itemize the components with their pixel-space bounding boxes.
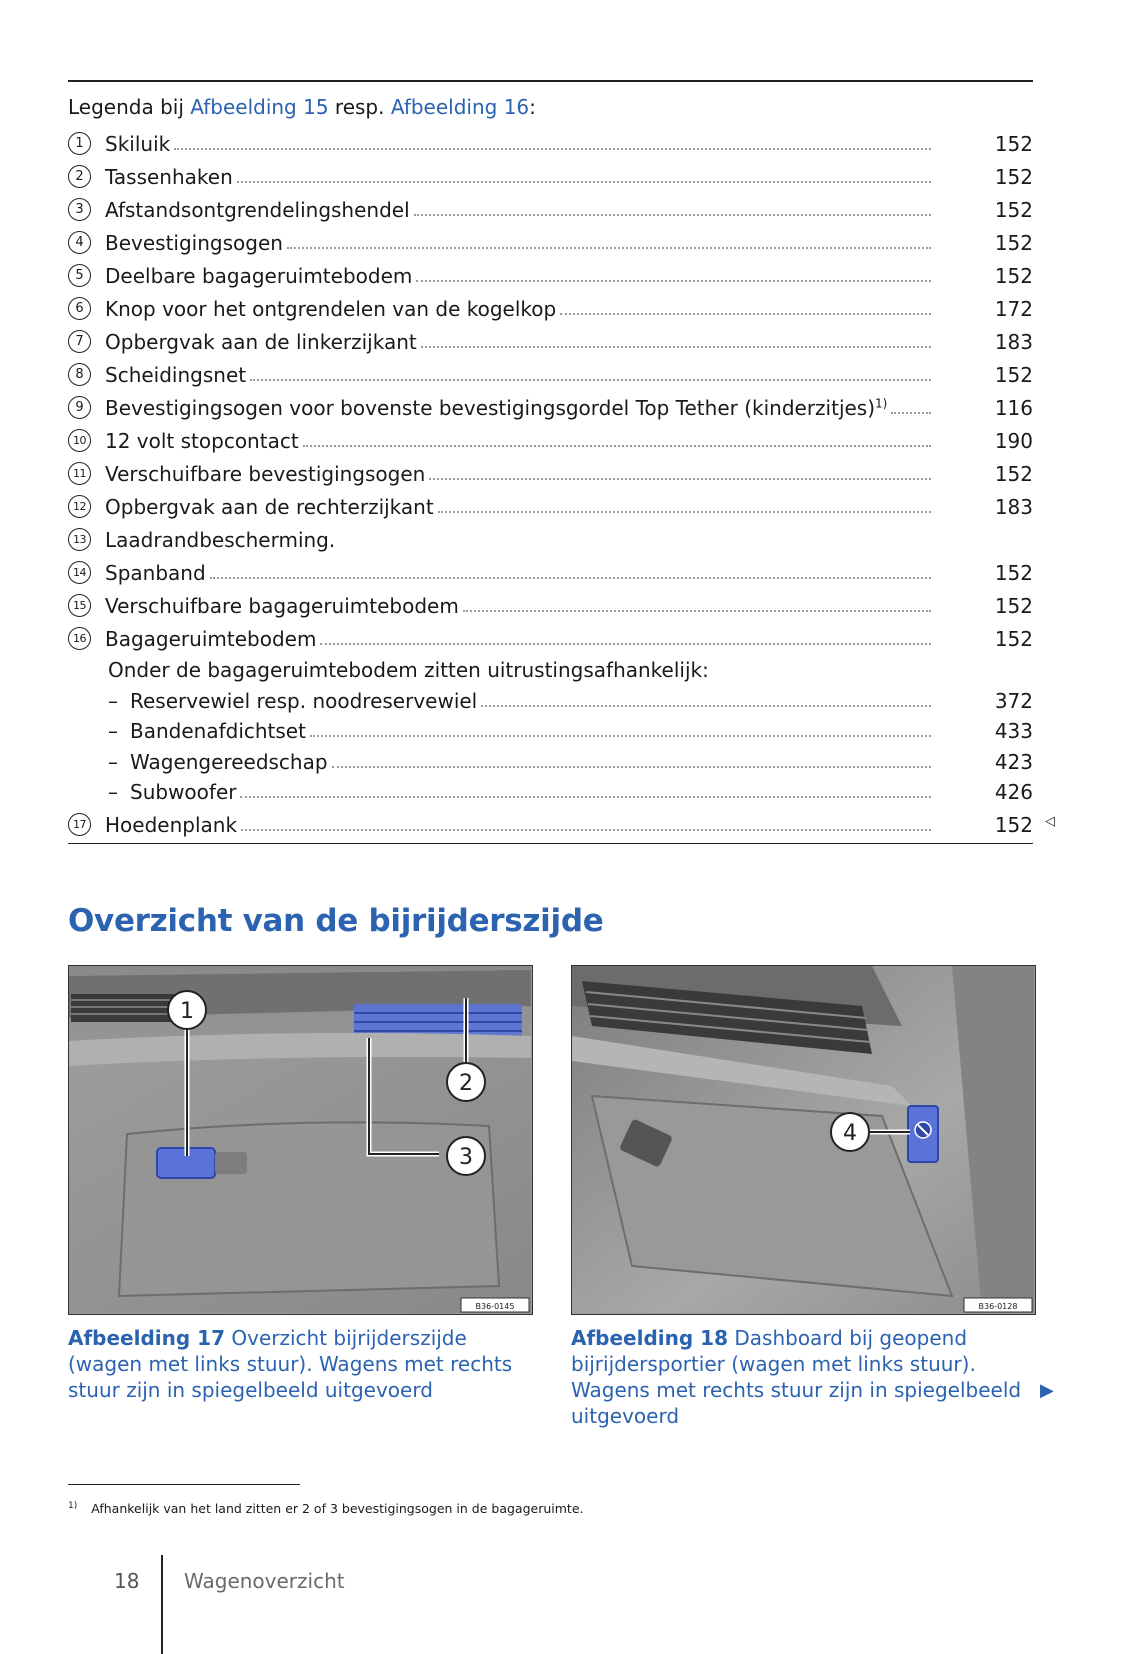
figure-17-caption xyxy=(68,1325,538,1403)
page-reference[interactable]: 423 xyxy=(994,749,1033,774)
item-label xyxy=(105,395,887,421)
item-label: Opbergvak aan de rechterzijkant xyxy=(105,495,434,519)
item-number-badge: 11 xyxy=(68,462,91,485)
section-title: Overzicht van de bijrijderszijde xyxy=(68,903,604,939)
dash-bullet: – xyxy=(108,719,118,743)
continue-arrow-icon: ▶ xyxy=(1040,1380,1054,1401)
dot-leader xyxy=(310,735,931,737)
page-reference[interactable]: 152 xyxy=(994,462,1033,486)
legend-item xyxy=(68,805,1055,838)
legend-item xyxy=(68,553,1033,586)
dot-leader xyxy=(240,796,931,798)
item-label: Tassenhaken xyxy=(105,165,233,189)
caption-text: Overzicht bijrijderszijde (wagen met links stuur). Wagens met rechts stuur zijn in spiegelbeeld uitgevoerd xyxy=(68,1326,513,1402)
sub-list-heading xyxy=(68,652,1033,683)
legend-item xyxy=(68,421,1033,454)
page-reference[interactable] xyxy=(939,812,1055,838)
image-code-text: B36-0145 xyxy=(475,1302,515,1311)
item-number-badge: 2 xyxy=(68,165,91,188)
item-number-badge: 7 xyxy=(68,330,91,353)
item-label: Skiluik xyxy=(105,132,171,156)
item-number-badge: 17 xyxy=(68,813,91,836)
page-reference[interactable]: 152 xyxy=(994,198,1033,222)
item-number-badge: 5 xyxy=(68,264,91,287)
dot-leader xyxy=(250,379,931,381)
legend-item xyxy=(68,322,1033,355)
dot-leader xyxy=(438,511,931,513)
caption-label: Afbeelding 18 xyxy=(571,1326,729,1350)
sub-list-item xyxy=(68,714,1033,745)
footnote-text: Afhankelijk van het land zitten er 2 of 3 bevestigingsogen in de bagageruimte. xyxy=(91,1501,584,1516)
item-number-badge: 1 xyxy=(68,132,91,155)
airbag-switch-highlight xyxy=(908,1106,938,1162)
item-label: Verschuifbare bagageruimtebodem xyxy=(105,594,459,618)
page-reference[interactable]: 183 xyxy=(994,330,1033,354)
item-number-badge: 14 xyxy=(68,561,91,584)
item-number-badge: 12 xyxy=(68,495,91,518)
item-number-badge: 3 xyxy=(68,198,91,221)
page-reference[interactable]: 152 xyxy=(994,165,1033,189)
dashboard-side-illustration xyxy=(572,966,1034,1313)
image-code-text: B36-0128 xyxy=(978,1302,1018,1311)
item-label: Bandenafdichtset xyxy=(130,719,306,743)
page-reference[interactable]: 190 xyxy=(994,429,1033,453)
item-number-badge: 16 xyxy=(68,627,91,650)
callout-4-label: 4 xyxy=(843,1121,857,1146)
legend-item xyxy=(68,190,1033,223)
top-rule xyxy=(68,80,1033,82)
callout-2 xyxy=(447,1063,485,1101)
footnote-reference[interactable]: 1) xyxy=(875,396,888,411)
page-number: 18 xyxy=(114,1569,140,1593)
sub-list-item xyxy=(68,683,1033,714)
item-number-badge: 4 xyxy=(68,231,91,254)
figure-17-image xyxy=(68,965,533,1315)
item-label: Deelbare bagageruimtebodem xyxy=(105,264,413,288)
figure-18-image xyxy=(571,965,1036,1315)
item-number-badge: 15 xyxy=(68,594,91,617)
dash-bullet: – xyxy=(108,749,118,774)
callout-1-label: 1 xyxy=(180,999,194,1024)
page-reference[interactable]: 183 xyxy=(994,495,1033,519)
sub-list-item xyxy=(68,775,1033,806)
dot-leader xyxy=(463,610,931,612)
caption-label: Afbeelding 17 xyxy=(68,1326,226,1350)
legend-bottom-rule xyxy=(68,843,1033,844)
item-label: Opbergvak aan de linkerzijkant xyxy=(105,330,417,354)
dot-leader xyxy=(891,412,931,414)
callout-4 xyxy=(831,1113,869,1151)
legend-item xyxy=(68,520,1033,553)
dot-leader xyxy=(481,705,931,707)
page-reference[interactable]: 116 xyxy=(994,396,1033,420)
dot-leader xyxy=(287,247,931,249)
dot-leader xyxy=(414,214,931,216)
image-code-tag xyxy=(964,1298,1032,1312)
callout-1 xyxy=(168,991,206,1029)
glovebox-handle-recess xyxy=(215,1152,247,1174)
legend-title xyxy=(68,94,536,120)
legend-item xyxy=(68,487,1033,520)
dot-leader xyxy=(237,181,931,183)
legend-item xyxy=(68,355,1033,388)
item-label: Afstandsontgrendelingshendel xyxy=(105,198,410,222)
legend-list xyxy=(68,124,1055,838)
dash-bullet: – xyxy=(108,688,118,713)
legend-middle: resp. xyxy=(328,95,391,119)
item-label: Laadrandbescherming. xyxy=(105,528,336,552)
section-end-icon: ◁ xyxy=(1045,814,1055,829)
item-number-badge: 6 xyxy=(68,297,91,320)
page-reference[interactable]: 433 xyxy=(994,719,1033,743)
dot-leader xyxy=(303,445,931,447)
figure-15-link[interactable]: Afbeelding 15 xyxy=(190,95,329,119)
page-reference-number[interactable]: 152 xyxy=(994,813,1033,837)
item-label: Verschuifbare bevestigingsogen xyxy=(105,462,426,486)
page-reference[interactable]: 426 xyxy=(994,780,1033,804)
item-label-text: Bevestigingsogen voor bovenste bevestigingsgordel Top Tether (kinderzitjes) xyxy=(105,396,876,420)
legend-item xyxy=(68,256,1033,289)
page-reference[interactable]: 152 xyxy=(994,264,1033,288)
item-number-badge: 13 xyxy=(68,528,91,551)
dash-bullet: – xyxy=(108,780,118,804)
page-reference[interactable]: 152 xyxy=(994,627,1033,651)
dot-leader xyxy=(320,643,931,645)
legend-prefix: Legenda bij xyxy=(68,95,191,119)
item-label: Subwoofer xyxy=(130,780,237,804)
folio-divider xyxy=(161,1555,163,1654)
dot-leader xyxy=(332,766,931,768)
dot-leader xyxy=(421,346,931,348)
callout-3 xyxy=(447,1137,485,1175)
item-label: Spanband xyxy=(105,561,206,585)
page-reference[interactable]: 372 xyxy=(994,688,1033,713)
figure-18-caption xyxy=(571,1325,1041,1429)
dot-leader xyxy=(560,313,931,315)
legend-item xyxy=(68,124,1033,157)
dot-leader xyxy=(429,478,931,480)
footnote-rule xyxy=(68,1484,300,1485)
dot-leader xyxy=(416,280,931,282)
page-reference[interactable]: 152 xyxy=(994,594,1033,618)
figure-16-link[interactable]: Afbeelding 16 xyxy=(390,95,530,119)
glovebox-illustration xyxy=(69,966,531,1313)
page-reference[interactable]: 152 xyxy=(994,231,1033,255)
dot-leader xyxy=(174,148,931,150)
item-number-badge: 10 xyxy=(68,429,91,452)
page-reference[interactable]: 172 xyxy=(994,297,1033,321)
sub-list-item xyxy=(68,744,1033,775)
page-reference[interactable]: 152 xyxy=(994,132,1033,156)
legend-item xyxy=(68,454,1033,487)
legend-item xyxy=(68,619,1033,652)
item-label: Scheidingsnet xyxy=(105,363,247,387)
item-number-badge: 8 xyxy=(68,363,91,386)
image-code-tag xyxy=(461,1298,529,1312)
caption-text: Dashboard bij geopend bijrijdersportier (wagen met links stuur). Wagens met rechts stuur zijn in spiegelbeeld uitgevoerd xyxy=(571,1326,1022,1428)
callout-2-label: 2 xyxy=(459,1071,473,1096)
item-label: Reservewiel resp. noodreservewiel xyxy=(130,688,478,713)
item-number-badge: 9 xyxy=(68,396,91,419)
item-label: Wagengereedschap xyxy=(130,749,328,774)
item-label: 12 volt stopcontact xyxy=(105,429,299,453)
dot-leader xyxy=(210,577,931,579)
footnote-mark: 1) xyxy=(68,1500,78,1511)
item-label: Bevestigingsogen xyxy=(105,231,283,255)
chapter-title: Wagenoverzicht xyxy=(184,1569,345,1593)
item-label: Hoedenplank xyxy=(105,813,238,837)
callout-3-label: 3 xyxy=(459,1145,473,1170)
item-label: Knop voor het ontgrendelen van de kogelkop xyxy=(105,297,557,321)
legend-suffix: : xyxy=(529,95,536,119)
legend-item xyxy=(68,223,1033,256)
page-reference[interactable]: 152 xyxy=(994,561,1033,585)
dot-leader xyxy=(241,829,931,831)
page-reference[interactable]: 152 xyxy=(994,363,1033,387)
legend-item xyxy=(68,289,1033,322)
footnote xyxy=(68,1501,583,1517)
sub-list-heading-text: Onder de bagageruimtebodem zitten uitrustingsafhankelijk: xyxy=(108,658,709,682)
item-label: Bagageruimtebodem xyxy=(105,627,317,651)
legend-item xyxy=(68,388,1033,421)
legend-item xyxy=(68,586,1033,619)
legend-item xyxy=(68,157,1033,190)
